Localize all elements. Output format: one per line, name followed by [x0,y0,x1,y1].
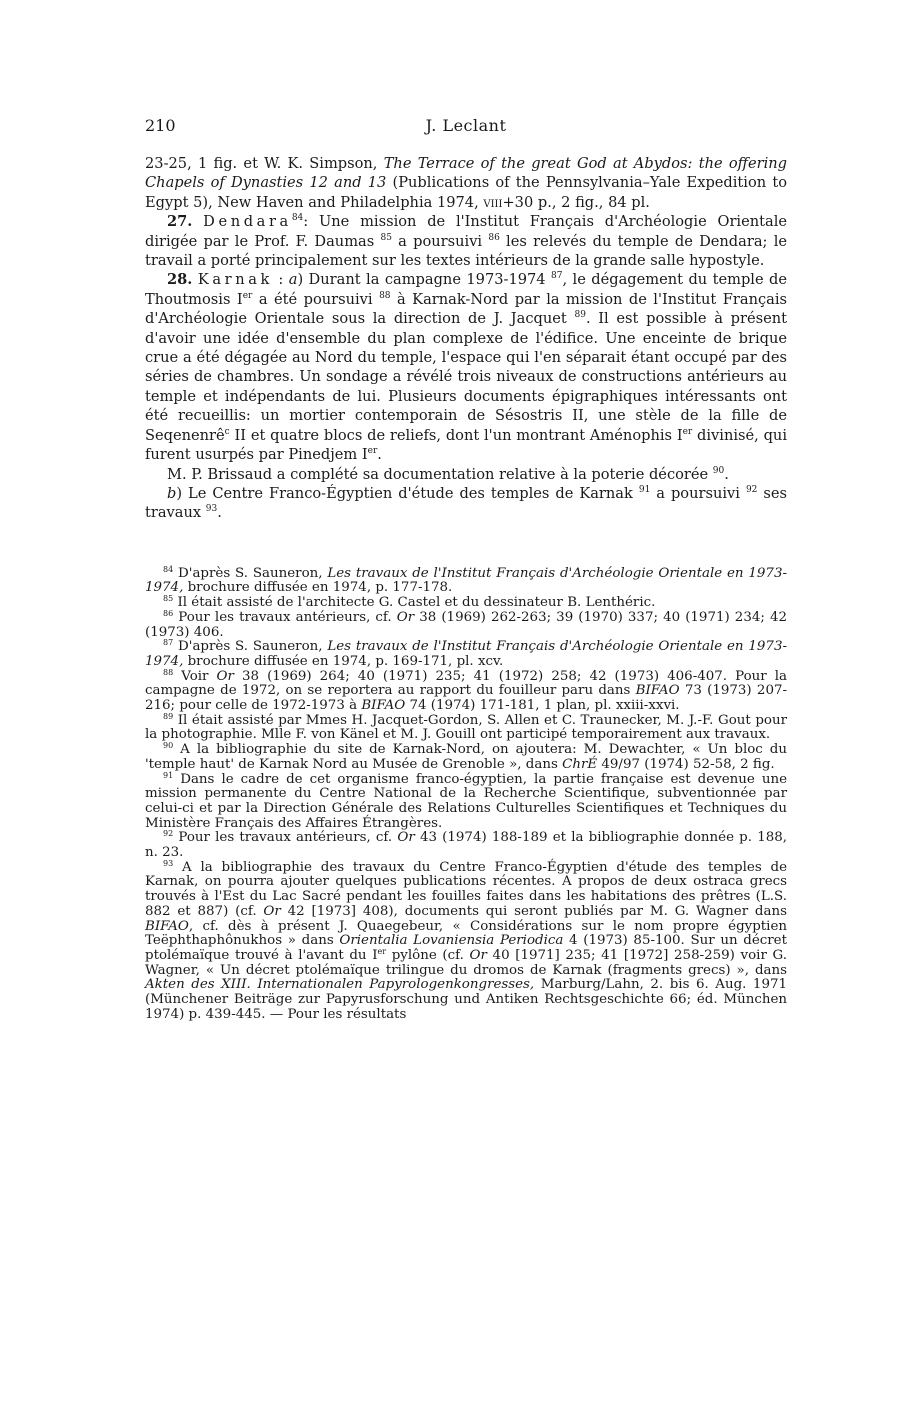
section-place: Dendara [203,213,292,231]
footnote-85: $^{85}$ Il était assisté de l'architecte G. Castel et du dessinateur B. Lenthéric. [163,594,656,611]
footnote-87: $^{87}$ D'après S. Sauneron, Les travaux de l'Institut Français d'Archéologie Orientale en 1973-1974, brochure diffusée en 1974, p. 169-171, pl. xcv. [145,638,787,669]
footnote-ref: 92 [745,484,758,495]
paragraph-karnak: 28. Karnak : a) Durant la campagne 1973-1974 $^{87}$, le dégagement du temple de Thoutmosis Ier a été poursuivi $^{88}$ à Karnak-Nord par la mission de l'Institut Français d'Archéologie Orientale sous la direction de J. Jacquet $^{89}$. Il est possible à présent d'avoir une idée d'ensemble du plan complexe de l'édifice. Une enceinte de brique crue a été dégagée au Nord du temple, l'espace qui l'en séparait étant occupé par des séries de chambres. Un sondage a révélé trois niveaux de constructions antérieurs au temple et indépendants de lui. Plusieurs documents épigraphiques intéressants ont été recueillis: un mortier contemporain de Sésostris II, une stèle de la fille de Seqenenrê$^c$ II et quatre blocs de reliefs, dont l'un montrant Aménophis Ier divinisé, qui furent usurpés par Pinedjem Ier. [145,271,788,464]
footnote-89: $^{89}$ Il était assisté par Mmes H. Jacquet-Gordon, S. Allen et C. Traunecker, M. J.-F. Gout pour la photographie. Mlle F. von Känel et M. J. Gouill ont participé temporairement aux travaux. [145,711,787,743]
footnote-ref: 91 [638,484,651,495]
footnote-86: $^{86}$ Pour les travaux antérieurs, cf. Or 38 (1969) 262-263; 39 (1970) 337; 40 (1971) 234; 42 (1973) 406. [145,608,787,640]
running-head [145,112,787,142]
footnote-ref: 86 [488,232,500,243]
footnote-84: $^{84}$ D'après S. Sauneron, Les travaux de l'Institut Français d'Archéologie Orientale en 1973-1974, brochure diffusée en 1974, p. 177-178. [145,564,787,596]
section-number: 27. [167,213,193,231]
footnote-88: $^{88}$ Voir Or 38 (1969) 264; 40 (1971) 235; 41 (1972) 258; 42 (1973) 406-407. Pour la campagne de 1972, on se reportera au rapport du fouilleur paru dans BIFAO 73 (1973) 207-216; pour celle de 1972-1973 à BIFAO 74 (1974) 171-181, 1 plan, pl. xxiii-xxvi. [145,667,788,714]
paragraph-centre-franco-egyptien: b) Le Centre Franco-Égyptien d'étude des temples de Karnak $^{91}$ a poursuivi $^{92}$ ses travaux $^{93}$. [145,484,787,522]
running-head-author: J. Leclant [425,116,507,135]
footnote-ref: 84 [291,213,304,224]
page [145,112,787,1023]
footnote-ref: 89 [574,310,586,321]
page-number: 210 [145,116,176,135]
footnotes [145,564,788,1023]
footnote-91: $^{91}$ Dans le cadre de cet organisme franco-égyptien, la partie française est devenue une mission permanente du Centre National de la Recherche Scientifique, subventionnée par celui-ci et par la Direction Générale des Relations Culturelles Scientifiques et Techniques du Ministère Français des Affaires Étrangères. [145,770,787,831]
body-text [145,154,787,523]
footnote-ref: 87 [551,271,563,282]
paragraph-abydos-continuation: 23-25, 1 fig. et W. K. Simpson, The Terrace of the great God at Abydos: the offering Chapels of Dynasties 12 and 13 (Publications of the Pennsylvania–Yale Expedition to Egypt 5), New Haven and Philadelphia 1974, viii+30 p., 2 fig., 84 pl. [145,155,787,211]
footnote-ref: 90 [712,465,725,476]
paragraph-dendara: 27. Dendara$^{84}$: Une mission de l'Institut Français d'Archéologie Orientale dirigée par le Prof. F. Daumas $^{85}$ a poursuivi $^{86}$ les relevés du temple de Dendara; le travail a porté principalement sur les textes intérieurs de la grande salle hypostyle. [145,213,787,270]
footnote-ref: 88 [379,290,391,301]
footnote-93: $^{93}$ A la bibliographie des travaux du Centre Franco-Égyptien d'étude des temples de Karnak, on pourra ajouter quelques publications récentes. A propos de deux ostraca grecs trouvés à l'Est du Lac Sacré pendant les fouilles faites dans les habitations des prêtres (L.S. 882 et 887) (cf. Or 42 [1973] 408), documents qui seront publiés par M. G. Wagner dans BIFAO, cf. dès à présent J. Quaegebeur, « Considérations sur le nom propre égyptien Teëphthaphônukhos » dans Orientalia Lovaniensia Periodica 4 (1973) 85-100. Sur un décret ptolémaïque trouvé à l'avant du Ier pylône (cf. Or 40 [1971] 235; 41 [1972] 258-259) voir G. Wagner, « Un décret ptolémaïque trilingue du dromos de Karnak (fragments grecs) », dans Akten des XIII. Internationalen Papyrologenkongresses, Marburg/Lahn, 2. bis 6. Aug. 1971 (Münchener Beiträge zur Papyrusforschung und Antiken Rechtsgeschichte 66; éd. München 1974) p. 439-445. — Pour les résultats [145,858,787,1022]
footnote-ref: 85 [380,232,392,243]
footnote-92: $^{92}$ Pour les travaux antérieurs, cf. Or 43 (1974) 188-189 et la bibliographie donnée p. 188, n. 23. [145,829,788,861]
footnote-ref: 93 [205,504,218,515]
paragraph-brissaud: M. P. Brissaud a complété sa documentation relative à la poterie décorée $^{90}$. [167,465,729,483]
section-place: Karnak [197,271,273,289]
section-number: 28. [167,271,193,289]
footnote-90: $^{90}$ A la bibliographie du site de Karnak-Nord, on ajoutera: M. Dewachter, « Un bloc du 'temple haut' de Karnak Nord au Musée de Grenoble », dans ChrÉ 49/97 (1974) 52-58, 2 fig. [145,741,787,772]
